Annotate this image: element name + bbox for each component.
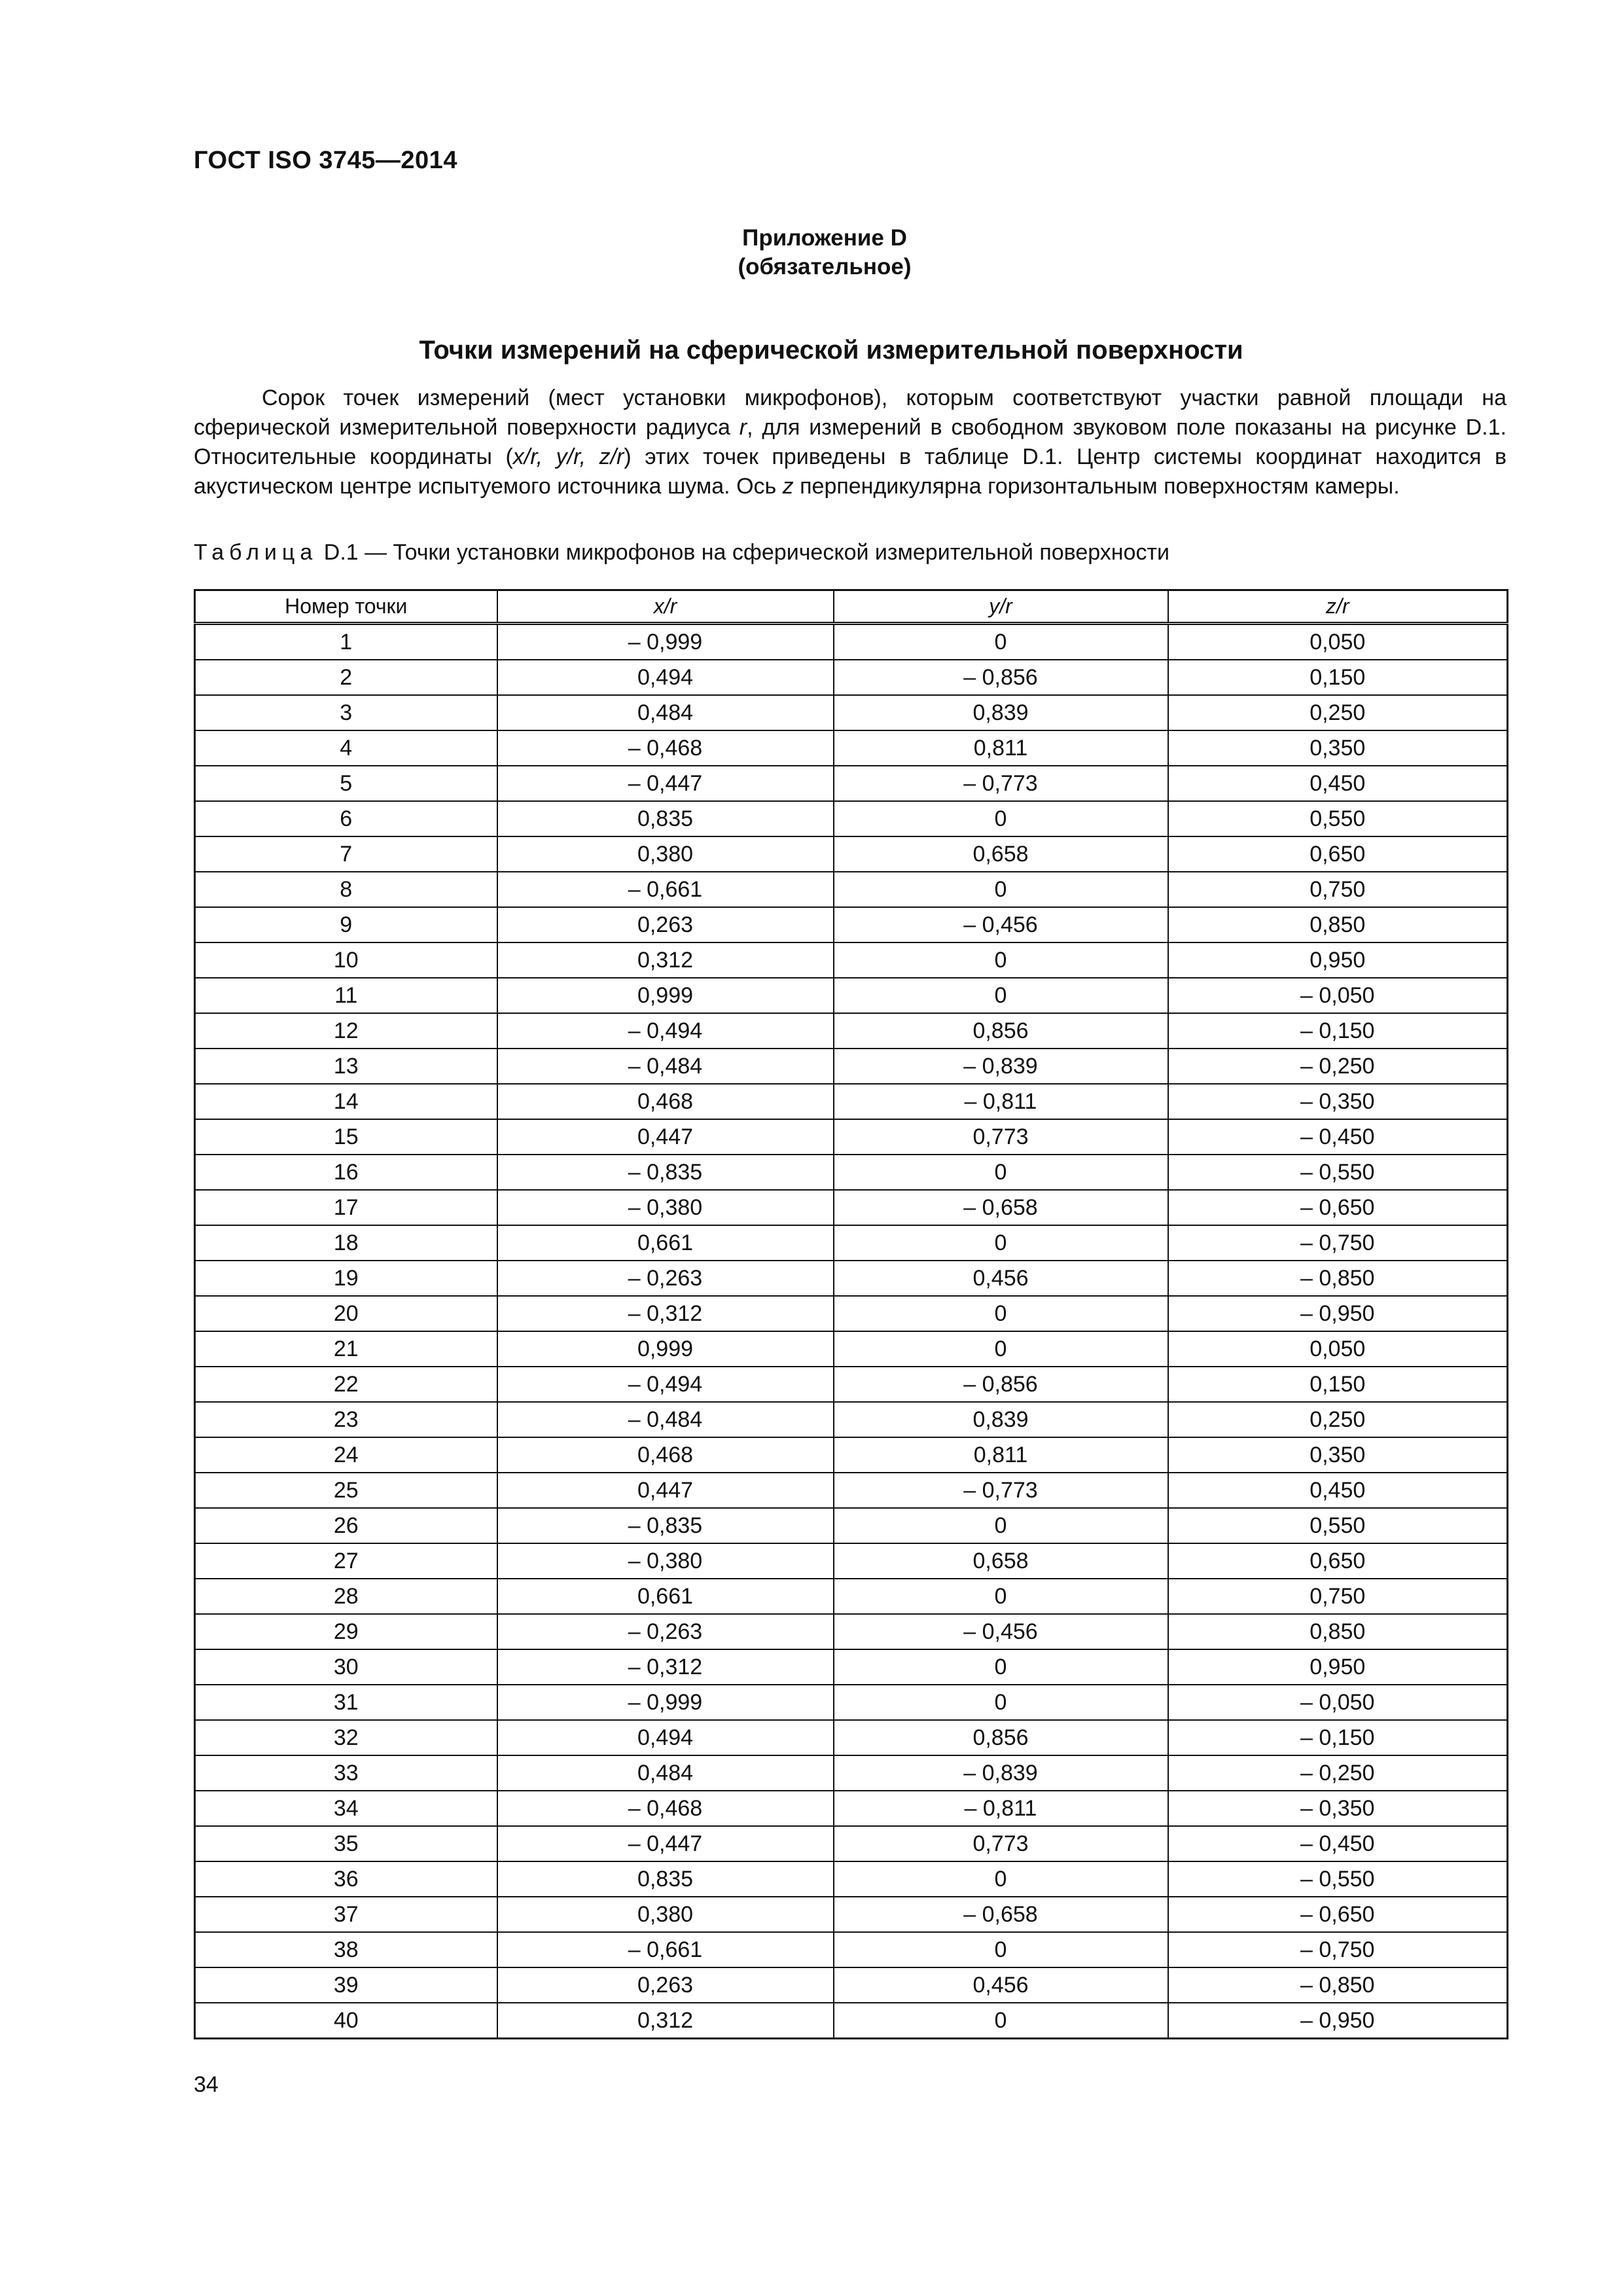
- table-row: [195, 766, 1508, 801]
- cell-point-number: 28: [195, 1579, 497, 1614]
- cell-point-number: 27: [195, 1543, 497, 1579]
- cell-x-r: 0,494: [497, 660, 834, 695]
- cell-z-r: 0,050: [1168, 624, 1508, 660]
- cell-x-r: – 0,380: [497, 1543, 834, 1579]
- table-row: [195, 1649, 1508, 1685]
- table-row: [195, 1861, 1508, 1897]
- cell-z-r: 0,250: [1168, 1402, 1508, 1437]
- cell-y-r: 0,773: [834, 1119, 1168, 1155]
- cell-x-r: – 0,835: [497, 1155, 834, 1190]
- cell-point-number: 21: [195, 1331, 497, 1367]
- cell-y-r: 0,839: [834, 1402, 1168, 1437]
- cell-y-r: 0,811: [834, 1437, 1168, 1473]
- cell-x-r: – 0,484: [497, 1049, 834, 1084]
- annex-title: Приложение D: [742, 225, 907, 251]
- cell-y-r: – 0,811: [834, 1791, 1168, 1826]
- cell-x-r: 0,468: [497, 1084, 834, 1119]
- cell-x-r: – 0,494: [497, 1367, 834, 1402]
- cell-x-r: – 0,312: [497, 1649, 834, 1685]
- paragraph-part-2: , для измерений в свободном звуковом поле показаны на рисунке D.1. Относительные координаты (: [194, 415, 1507, 469]
- cell-x-r: – 0,999: [497, 1685, 834, 1720]
- cell-y-r: – 0,839: [834, 1755, 1168, 1791]
- table-row: [195, 1225, 1508, 1261]
- cell-z-r: 0,350: [1168, 1437, 1508, 1473]
- cell-z-r: – 0,450: [1168, 1119, 1508, 1155]
- cell-z-r: – 0,150: [1168, 1013, 1508, 1049]
- cell-point-number: 23: [195, 1402, 497, 1437]
- paragraph-part-1: Сорок точек измерений (мест установки микрофонов), которым соответствуют участки равной площади на сферической измерительной поверхности радиуса: [194, 386, 1507, 440]
- table-row: [195, 1614, 1508, 1649]
- cell-x-r: – 0,380: [497, 1190, 834, 1225]
- cell-point-number: 32: [195, 1720, 497, 1755]
- table-row: [195, 1508, 1508, 1543]
- cell-z-r: 0,850: [1168, 907, 1508, 942]
- cell-point-number: 26: [195, 1508, 497, 1543]
- paragraph-part-4: перпендикулярна горизонтальным поверхностям камеры.: [793, 474, 1400, 499]
- cell-z-r: – 0,050: [1168, 978, 1508, 1013]
- cell-x-r: 0,447: [497, 1473, 834, 1508]
- cell-x-r: 0,447: [497, 1119, 834, 1155]
- cell-y-r: – 0,456: [834, 1614, 1168, 1649]
- cell-point-number: 20: [195, 1296, 497, 1331]
- table-row: [195, 1543, 1508, 1579]
- cell-x-r: – 0,468: [497, 1791, 834, 1826]
- cell-z-r: 0,650: [1168, 1543, 1508, 1579]
- cell-y-r: 0: [834, 1685, 1168, 1720]
- section-title-text: Точки измерений на сферической измерительной поверхности: [419, 336, 1243, 365]
- cell-y-r: – 0,773: [834, 1473, 1168, 1508]
- cell-point-number: 33: [195, 1755, 497, 1791]
- cell-y-r: 0,456: [834, 1967, 1168, 2003]
- cell-z-r: 0,350: [1168, 730, 1508, 766]
- paragraph-var-r: r: [739, 415, 747, 440]
- header-z-r: z/r: [1168, 590, 1508, 624]
- cell-z-r: 0,150: [1168, 660, 1508, 695]
- cell-point-number: 40: [195, 2003, 497, 2039]
- table-row: [195, 978, 1508, 1013]
- measurement-points-table: [194, 589, 1508, 2039]
- cell-z-r: – 0,850: [1168, 1967, 1508, 2003]
- table-row: [195, 872, 1508, 907]
- table-row: [195, 907, 1508, 942]
- cell-z-r: – 0,150: [1168, 1720, 1508, 1755]
- cell-point-number: 15: [195, 1119, 497, 1155]
- cell-x-r: 0,312: [497, 2003, 834, 2039]
- cell-y-r: 0: [834, 624, 1168, 660]
- cell-y-r: – 0,811: [834, 1084, 1168, 1119]
- cell-z-r: – 0,850: [1168, 1261, 1508, 1296]
- cell-y-r: – 0,856: [834, 660, 1168, 695]
- cell-z-r: – 0,550: [1168, 1155, 1508, 1190]
- table-caption-text: D.1 — Точки установки микрофонов на сферической измерительной поверхности: [317, 540, 1170, 565]
- cell-x-r: 0,999: [497, 978, 834, 1013]
- table-row: [195, 1685, 1508, 1720]
- cell-point-number: 7: [195, 836, 497, 872]
- cell-point-number: 18: [195, 1225, 497, 1261]
- cell-y-r: 0: [834, 1155, 1168, 1190]
- cell-y-r: 0: [834, 2003, 1168, 2039]
- cell-y-r: 0,658: [834, 836, 1168, 872]
- cell-z-r: 0,250: [1168, 695, 1508, 730]
- cell-x-r: – 0,835: [497, 1508, 834, 1543]
- cell-y-r: 0,811: [834, 730, 1168, 766]
- cell-z-r: 0,050: [1168, 1331, 1508, 1367]
- cell-x-r: 0,380: [497, 1897, 834, 1932]
- cell-y-r: 0: [834, 1296, 1168, 1331]
- cell-point-number: 30: [195, 1649, 497, 1685]
- cell-y-r: – 0,456: [834, 907, 1168, 942]
- cell-x-r: 0,468: [497, 1437, 834, 1473]
- paragraph-coords: x/r, y/r, z/r: [512, 444, 624, 469]
- cell-point-number: 24: [195, 1437, 497, 1473]
- cell-y-r: – 0,856: [834, 1367, 1168, 1402]
- table-row: [195, 1049, 1508, 1084]
- cell-point-number: 10: [195, 942, 497, 978]
- cell-z-r: – 0,050: [1168, 1685, 1508, 1720]
- table-row: [195, 1932, 1508, 1967]
- header-x-r: x/r: [497, 590, 834, 624]
- paragraph-var-z: z: [782, 474, 794, 499]
- cell-z-r: – 0,950: [1168, 2003, 1508, 2039]
- table-row: [195, 1579, 1508, 1614]
- cell-z-r: 0,950: [1168, 942, 1508, 978]
- cell-y-r: 0: [834, 872, 1168, 907]
- cell-z-r: 0,750: [1168, 872, 1508, 907]
- table-row: [195, 1119, 1508, 1155]
- cell-point-number: 31: [195, 1685, 497, 1720]
- cell-y-r: – 0,839: [834, 1049, 1168, 1084]
- cell-x-r: – 0,484: [497, 1402, 834, 1437]
- cell-y-r: – 0,773: [834, 766, 1168, 801]
- cell-point-number: 3: [195, 695, 497, 730]
- table-row: [195, 1437, 1508, 1473]
- cell-y-r: 0: [834, 1932, 1168, 1967]
- document-header: ГОСТ ISO 3745—2014: [194, 147, 457, 174]
- cell-point-number: 16: [195, 1155, 497, 1190]
- annex-status: (обязательное): [738, 254, 912, 279]
- cell-point-number: 12: [195, 1013, 497, 1049]
- cell-point-number: 35: [195, 1826, 497, 1861]
- table-row: [195, 660, 1508, 695]
- cell-z-r: 0,550: [1168, 1508, 1508, 1543]
- cell-z-r: 0,850: [1168, 1614, 1508, 1649]
- table-row: [195, 1720, 1508, 1755]
- table-caption-label: Таблица: [194, 540, 318, 565]
- cell-point-number: 8: [195, 872, 497, 907]
- table-row: [195, 1402, 1508, 1437]
- cell-z-r: – 0,650: [1168, 1897, 1508, 1932]
- cell-x-r: – 0,999: [497, 624, 834, 660]
- cell-x-r: 0,380: [497, 836, 834, 872]
- cell-x-r: – 0,312: [497, 1296, 834, 1331]
- annex-heading: [0, 224, 1623, 281]
- cell-z-r: 0,450: [1168, 1473, 1508, 1508]
- cell-x-r: 0,661: [497, 1579, 834, 1614]
- cell-x-r: 0,999: [497, 1331, 834, 1367]
- cell-y-r: 0,773: [834, 1826, 1168, 1861]
- table-row: [195, 1155, 1508, 1190]
- cell-z-r: – 0,750: [1168, 1225, 1508, 1261]
- table-row: [195, 1190, 1508, 1225]
- cell-x-r: 0,312: [497, 942, 834, 978]
- cell-x-r: – 0,468: [497, 730, 834, 766]
- table-row: [195, 1755, 1508, 1791]
- table-row: [195, 1084, 1508, 1119]
- cell-x-r: 0,263: [497, 907, 834, 942]
- table-row: [195, 1261, 1508, 1296]
- cell-z-r: – 0,350: [1168, 1084, 1508, 1119]
- cell-z-r: – 0,550: [1168, 1861, 1508, 1897]
- paragraph-part-3: ) этих точек приведены в таблице D.1. Центр системы координат находится в акустическом центре испытуемого источника шума. Ось: [194, 444, 1507, 499]
- cell-x-r: 0,661: [497, 1225, 834, 1261]
- cell-point-number: 13: [195, 1049, 497, 1084]
- intro-paragraph: [194, 384, 1507, 501]
- table-row: [195, 1826, 1508, 1861]
- table-body: [195, 624, 1508, 2039]
- cell-x-r: 0,835: [497, 801, 834, 836]
- cell-x-r: 0,835: [497, 1861, 834, 1897]
- cell-point-number: 37: [195, 1897, 497, 1932]
- cell-z-r: 0,150: [1168, 1367, 1508, 1402]
- cell-point-number: 22: [195, 1367, 497, 1402]
- cell-point-number: 19: [195, 1261, 497, 1296]
- cell-point-number: 9: [195, 907, 497, 942]
- cell-x-r: 0,494: [497, 1720, 834, 1755]
- table-row: [195, 1331, 1508, 1367]
- table-row: [195, 1367, 1508, 1402]
- cell-z-r: 0,650: [1168, 836, 1508, 872]
- cell-z-r: – 0,650: [1168, 1190, 1508, 1225]
- cell-y-r: 0,856: [834, 1013, 1168, 1049]
- cell-point-number: 5: [195, 766, 497, 801]
- table-row: [195, 1013, 1508, 1049]
- table-header-row: [195, 590, 1508, 624]
- cell-point-number: 6: [195, 801, 497, 836]
- cell-z-r: – 0,450: [1168, 1826, 1508, 1861]
- table-row: [195, 695, 1508, 730]
- cell-point-number: 4: [195, 730, 497, 766]
- table-row: [195, 1473, 1508, 1508]
- cell-y-r: 0: [834, 1649, 1168, 1685]
- cell-point-number: 1: [195, 624, 497, 660]
- cell-z-r: – 0,350: [1168, 1791, 1508, 1826]
- cell-point-number: 17: [195, 1190, 497, 1225]
- cell-x-r: 0,263: [497, 1967, 834, 2003]
- cell-point-number: 34: [195, 1791, 497, 1826]
- cell-y-r: – 0,658: [834, 1190, 1168, 1225]
- cell-y-r: 0: [834, 978, 1168, 1013]
- cell-x-r: – 0,494: [497, 1013, 834, 1049]
- cell-x-r: – 0,661: [497, 1932, 834, 1967]
- table-row: [195, 2003, 1508, 2039]
- cell-z-r: 0,750: [1168, 1579, 1508, 1614]
- table-row: [195, 1296, 1508, 1331]
- header-point-number: Номер точки: [195, 590, 497, 624]
- cell-y-r: 0,456: [834, 1261, 1168, 1296]
- cell-point-number: 36: [195, 1861, 497, 1897]
- cell-point-number: 29: [195, 1614, 497, 1649]
- table-row: [195, 624, 1508, 660]
- page-number: 34: [194, 2072, 219, 2097]
- cell-y-r: 0: [834, 801, 1168, 836]
- cell-point-number: 11: [195, 978, 497, 1013]
- table-row: [195, 1897, 1508, 1932]
- cell-y-r: 0,856: [834, 1720, 1168, 1755]
- cell-point-number: 39: [195, 1967, 497, 2003]
- table-row: [195, 1967, 1508, 2003]
- cell-z-r: 0,950: [1168, 1649, 1508, 1685]
- section-title: [0, 336, 1623, 365]
- cell-y-r: 0: [834, 1225, 1168, 1261]
- cell-y-r: 0: [834, 1508, 1168, 1543]
- table-caption: [194, 540, 1169, 565]
- cell-y-r: 0,839: [834, 695, 1168, 730]
- cell-point-number: 38: [195, 1932, 497, 1967]
- cell-x-r: – 0,661: [497, 872, 834, 907]
- cell-y-r: – 0,658: [834, 1897, 1168, 1932]
- cell-x-r: – 0,263: [497, 1261, 834, 1296]
- header-y-r: y/r: [834, 590, 1168, 624]
- table-row: [195, 836, 1508, 872]
- cell-x-r: – 0,263: [497, 1614, 834, 1649]
- cell-y-r: 0: [834, 1861, 1168, 1897]
- cell-y-r: 0: [834, 1331, 1168, 1367]
- cell-y-r: 0,658: [834, 1543, 1168, 1579]
- cell-x-r: 0,484: [497, 1755, 834, 1791]
- cell-z-r: – 0,250: [1168, 1755, 1508, 1791]
- cell-x-r: – 0,447: [497, 1826, 834, 1861]
- cell-z-r: – 0,750: [1168, 1932, 1508, 1967]
- cell-point-number: 25: [195, 1473, 497, 1508]
- table-row: [195, 942, 1508, 978]
- cell-point-number: 14: [195, 1084, 497, 1119]
- table-row: [195, 730, 1508, 766]
- cell-z-r: 0,450: [1168, 766, 1508, 801]
- table-row: [195, 1791, 1508, 1826]
- cell-y-r: 0: [834, 942, 1168, 978]
- cell-z-r: 0,550: [1168, 801, 1508, 836]
- cell-point-number: 2: [195, 660, 497, 695]
- table-row: [195, 801, 1508, 836]
- cell-z-r: – 0,950: [1168, 1296, 1508, 1331]
- cell-y-r: 0: [834, 1579, 1168, 1614]
- cell-z-r: – 0,250: [1168, 1049, 1508, 1084]
- cell-x-r: – 0,447: [497, 766, 834, 801]
- cell-x-r: 0,484: [497, 695, 834, 730]
